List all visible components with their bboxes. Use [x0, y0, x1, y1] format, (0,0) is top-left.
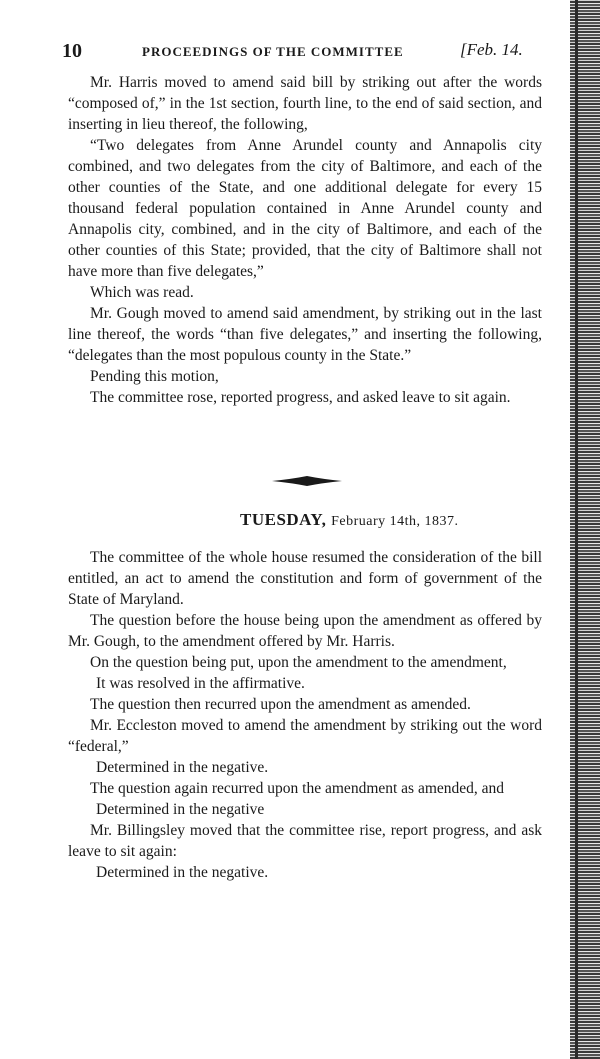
- paragraph: Which was read.: [90, 284, 194, 301]
- paragraph: The question before the house being upon the amendment as offered by Mr. Gough, to the amendment offered by Mr. Harris.: [68, 612, 542, 650]
- paragraph: “Two delegates from Anne Arundel county and Annapolis city combined, and two delegates from the city of Baltimore, and each of the other counties of the State, and one additional delegate for every 15 thousand federal population contained in Anne Arundel county and Annapolis city, combined, and in the city of Baltimore, and each of the other counties of this State; provided, that the city of Baltimore shall not have more than five delegates,”: [68, 137, 542, 280]
- date-heading-date: February 14th, 1837.: [331, 514, 459, 529]
- paragraph: On the question being put, upon the amendment to the amendment,: [90, 654, 507, 671]
- proceedings-section-1: [68, 72, 542, 408]
- paragraph: Determined in the negative.: [96, 759, 269, 776]
- paragraph: The question then recurred upon the amendment as amended.: [90, 696, 471, 713]
- scan-edge-line: [575, 0, 578, 1059]
- page-header: [62, 40, 542, 64]
- paragraph: Mr. Billingsley moved that the committee rise, report progress, and ask leave to sit again:: [68, 822, 542, 860]
- date-heading: [240, 510, 459, 530]
- paragraph: Determined in the negative.: [96, 864, 269, 881]
- paragraph: The committee rose, reported progress, and asked leave to sit again.: [90, 389, 511, 406]
- ornamental-divider: [272, 476, 342, 486]
- paragraph: Mr. Eccleston moved to amend the amendment by striking out the word “federal,”: [68, 717, 542, 755]
- header-date: [Feb. 14.: [460, 40, 523, 59]
- running-head: PROCEEDINGS OF THE COMMITTEE: [142, 44, 404, 59]
- paragraph: It was resolved in the affirmative.: [96, 675, 305, 692]
- paragraph: Determined in the negative: [96, 801, 265, 818]
- paragraph: Pending this motion,: [90, 368, 219, 385]
- paragraph: The committee of the whole house resumed the consideration of the bill entitled, an act to amend the constitution and form of government of the State of Maryland.: [68, 549, 542, 608]
- page-number: 10: [62, 40, 82, 62]
- paragraph: The question again recurred upon the amendment as amended, and: [90, 780, 505, 797]
- paragraph: Mr. Gough moved to amend said amendment, by striking out in the last line thereof, the words “than five delegates,” and inserting the following, “delegates than the most populous county in the State.”: [68, 305, 542, 364]
- paragraph: Mr. Harris moved to amend said bill by striking out after the words “composed of,” in the 1st section, fourth line, to the end of said section, and inserting in lieu thereof, the following,: [68, 74, 542, 133]
- proceedings-section-2: [68, 547, 542, 883]
- date-heading-day: TUESDAY,: [240, 510, 327, 529]
